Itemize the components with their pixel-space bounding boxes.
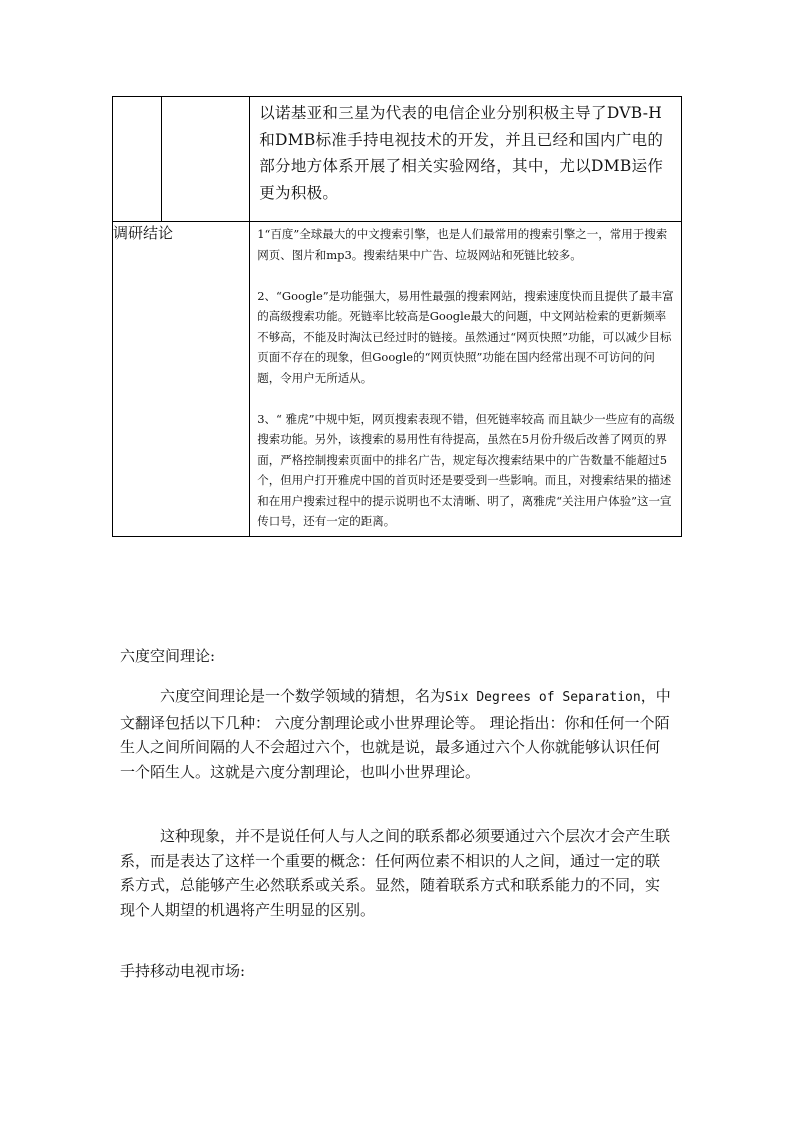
- standards-note-cell: [250, 97, 682, 222]
- table-row: [113, 222, 682, 537]
- mobile-tv-heading: 手持移动电视市场:: [120, 962, 246, 980]
- empty-cell: [162, 97, 250, 222]
- empty-cell: [113, 97, 162, 222]
- research-table: [112, 96, 682, 537]
- six-degrees-paragraph: [120, 684, 672, 784]
- conclusion-item-google: 2、“Google”是功能强大，易用性最强的搜索网站，搜索速度快而且提供了最丰富的高级搜索功能。死链率比较高是Google最大的问题，中文网站检索的更新频率不够高，不能及时淘汰已经过时的链接。虽然通过“网页快照”功能，可以减少目标页面不存在的现象，但Google的“网页快照”功能在国内经常出现不可访问的问题，令用户无所适从。: [257, 288, 674, 385]
- paragraph-text: ，中文翻译包括以下几种： 六度分割理论或小世界理论等。 理论指出：你和任何一个陌生人之间所间隔的人不会超过六个，也就是说，最多通过六个人你就能够认识任何一个陌生人。这就是六度分割理论，也叫小世界理论。: [120, 687, 671, 781]
- six-degrees-heading: 六度空间理论:: [120, 647, 216, 665]
- paragraph-text: 六度空间理论是一个数学领域的猜想，名为: [160, 687, 446, 705]
- conclusion-cell: [250, 222, 682, 537]
- phenomenon-paragraph: 这种现象，并不是说任何人与人之间的联系都必须要通过六个层次才会产生联系，而是表达了这样一个重要的概念：任何两位素不相识的人之间，通过一定的联系方式，总能够产生必然联系或关系。显然，随着联系方式和联系能力的不同，实现个人期望的机遇将产生明显的区别。: [120, 827, 671, 919]
- english-term: Six Degrees of Separation: [445, 690, 641, 705]
- conclusion-item-yahoo: 3、“ 雅虎”中规中矩，网页搜索表现不错，但死链率较高 而且缺少一些应有的高级搜索功能。另外，该搜索的易用性有待提高，虽然在5月份升级后改善了网页的界面，严格控制搜索页面中的排名广告，规定每次搜索结果中的广告数量不能超过5个，但用户打开雅虎中国的首页时还是要受到一些影响。而且，对搜索结果的描述和在用户搜索过程中的提示说明也不太清晰、明了，离雅虎“关注用户体验”这一宣传口号，还有一定的距离。: [257, 411, 675, 528]
- conclusion-label: 调研结论: [113, 222, 250, 537]
- conclusion-item-baidu: 1“百度”全球最大的中文搜索引擎，也是人们最常用的搜索引擎之一，常用于搜索网页、图片和mp3。搜索结果中广告、垃圾网站和死链比较多。: [257, 227, 668, 262]
- standards-note-text: 以诺基亚和三星为代表的电信企业分别积极主导了DVB-H和DMB标准手持电视技术的开发，并且已经和国内广电的部分地方体系开展了相关实验网络，其中，尤以DMB运作更为积极。: [259, 104, 664, 202]
- table-row: [113, 97, 682, 222]
